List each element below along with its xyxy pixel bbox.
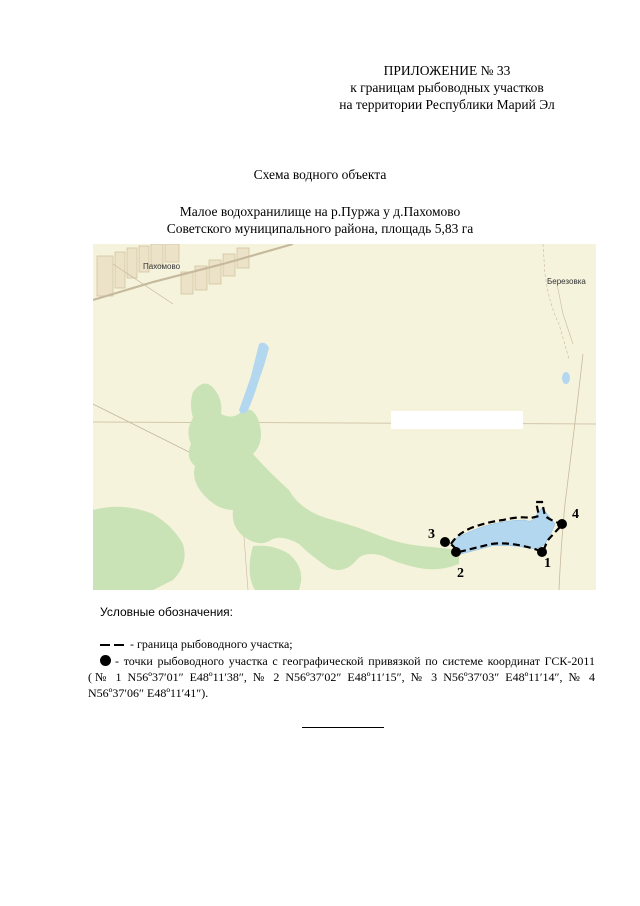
legend-points-row [88,653,595,701]
map-canvas [93,244,596,590]
point-label-2: 2 [457,566,464,581]
forest-area-3 [249,546,301,590]
appendix-line-2: к границам рыбоводных участков [350,80,544,95]
map-blank-strip [391,411,523,429]
appendix-line-3: на территории Республики Марий Эл [339,97,555,112]
boundary-point-4 [557,519,567,529]
scheme-title: Схема водного объекта [253,167,387,182]
footer-rule [302,727,384,728]
boundary-point-2 [451,547,461,557]
appendix-number: ПРИЛОЖЕНИЕ № 33 [383,63,511,78]
object-title-line-2: Советского муниципального района, площадь 5,83 га [166,221,474,236]
legend-boundary-row [100,637,293,652]
legend-boundary-text: - граница рыбоводного участка; [130,637,293,651]
map [93,244,596,590]
point-label-4: 4 [572,507,579,522]
village-label-pakhomovo: Пахомово [143,262,181,271]
reservoir-water [453,508,555,554]
stream-water [239,343,269,414]
forest-area-2 [93,507,185,590]
legend-heading: Условные обозначения: [100,605,233,619]
dashed-line-symbol [100,644,126,646]
point-label-1: 1 [544,556,551,571]
point-symbol-icon [100,655,111,666]
village-label-berezovka: Березовка [547,277,586,286]
boundary-point-3 [440,537,450,547]
object-title [0,203,640,237]
pond-small [562,372,570,384]
object-title-line-1: Малое водохранилище на р.Пуржа у д.Пахомово [179,204,461,219]
appendix-header [300,62,594,113]
legend-points-text: - точки рыбоводного участка с географической привязкой по системе координат ГСК-2011 (№ 1 N56º37′01″ E48º11′38″, № 2 N56º37′02″ E48º11′15″, № 3 N56º37′03″ E48º11′14″, № 4 N56º37′06″ E48º11′41″). [88,654,595,700]
point-label-3: 3 [428,527,435,542]
